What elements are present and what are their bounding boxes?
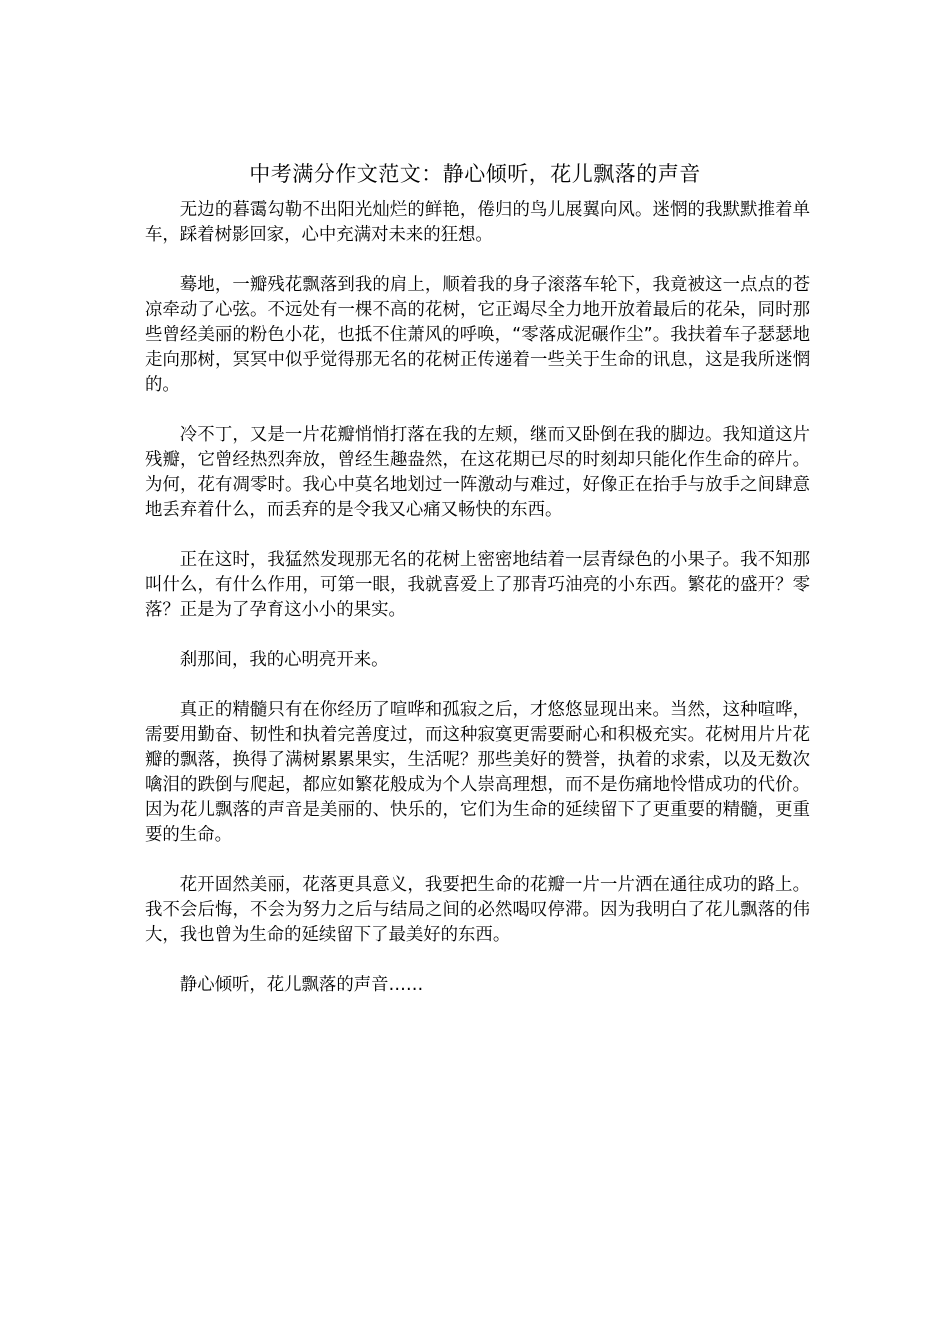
- paragraph-2: 蓦地，一瓣残花飘落到我的肩上，顺着我的身子滚落车轮下，我竟被这一点点的苍凉牵动了心弦。不远处有一棵不高的花树，它正竭尽全力地开放着最后的花朵，同时那些曾经美丽的粉色小花，也抵不住萧风的呼唤，“零落成泥碾作尘”。我扶着车子瑟瑟地走向那树，冥冥中似乎觉得那无名的花树正传递着一些关于生命的讯息，这是我所迷惘的。: [145, 275, 810, 395]
- paragraph-7: 花开固然美丽，花落更具意义，我要把生命的花瓣一片一片洒在通往成功的路上。我不会后悔，不会为努力之后与结局之间的必然喝叹停滞。因为我明白了花儿飘落的伟大，我也曾为生命的延续留下了最美好的东西。: [145, 875, 810, 945]
- document-title: 中考满分作文范文：静心倾听，花儿飘落的声音: [249, 162, 701, 186]
- paragraph-5: 刹那间，我的心明亮开来。: [179, 650, 389, 670]
- paragraph-1: 无边的暮霭勾勒不出阳光灿烂的鲜艳，倦归的鸟儿展翼向风。迷惘的我默默推着单车，踩着树影回家，心中充满对未来的狂想。: [145, 200, 810, 245]
- paragraph-8: 静心倾听，花儿飘落的声音……: [179, 975, 424, 995]
- paragraph-3: 冷不丁，又是一片花瓣悄悄打落在我的左颊，继而又卧倒在我的脚边。我知道这片残瓣，它曾经热烈奔放，曾经生趣盎然，在这花期已尽的时刻却只能化作生命的碎片。为何，花有凋零时。我心中莫名地划过一阵激动与难过，好像正在抬手与放手之间肆意地丢弃着什么，而丢弃的是令我又心痛又畅快的东西。: [145, 425, 810, 520]
- paragraph-6: 真正的精髓只有在你经历了喧哗和孤寂之后，才悠悠显现出来。当然，这种喧哗，需要用勤奋、韧性和执着完善度过，而这种寂寞更需要耐心和积极充实。花树用片片花瓣的飘落，换得了满树累累果实，生活呢？那些美好的赞誉，执着的求索，以及无数次噙泪的跌倒与爬起，都应如繁花般成为个人崇高理想，而不是伤痛地怜惜成功的代价。因为花儿飘落的声音是美丽的、快乐的，它们为生命的延续留下了更重要的精髓，更重要的生命。: [145, 700, 810, 845]
- paragraph-4: 正在这时，我猛然发现那无名的花树上密密地结着一层青绿色的小果子。我不知那叫什么，有什么作用，可第一眼，我就喜爱上了那青巧油亮的小东西。繁花的盛开？零落？正是为了孕育这小小的果实。: [145, 550, 810, 620]
- document-body: [145, 198, 810, 998]
